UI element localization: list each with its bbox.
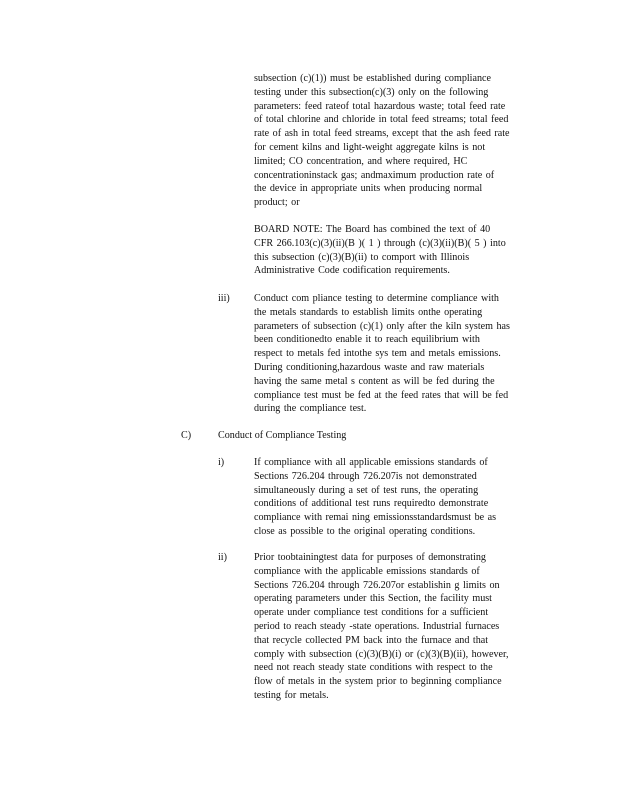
text-line: limited; CO concentration, and where required, HC: [254, 155, 468, 167]
text-line: parameters of subsection (c)(1) only after the kiln system has: [254, 320, 510, 332]
text-line: period to reach steady -state operations. Industrial furnaces: [254, 620, 500, 632]
text-line: having the same metal s content as will be fed during the: [254, 375, 495, 387]
item-marker: ii): [218, 552, 227, 563]
text-line: the metals standards to establish limits onthe operating: [254, 306, 483, 318]
text-line: been conditionedto enable it to reach equilibrium with: [254, 334, 480, 346]
text-line: testing under this subsection(c)(3) only on the following: [254, 86, 489, 98]
text-line: Conduct com pliance testing to determine compliance with: [254, 293, 499, 304]
text-line: Sections 726.204 through 726.207or establishin g limits on: [254, 579, 500, 591]
item-marker: i): [218, 457, 225, 468]
text-line: compliance with remai ning emissionsstandardsmust be as: [254, 512, 497, 524]
section-marker: C): [181, 430, 192, 441]
text-line: compliance with the applicable emissions standards of: [254, 565, 480, 577]
section-heading: Conduct of Compliance Testing: [218, 430, 347, 441]
item-c-i-paragraph: [254, 456, 540, 539]
text-line: Prior toobtainingtest data for purposes of demonstrating: [254, 552, 486, 563]
text-line: of total chlorine and chloride in total feed streams; total feed: [254, 114, 509, 126]
text-line: rate of ash in total feed streams, except that the ash feed rate: [254, 128, 510, 140]
text-line: Administrative Code codification requirements.: [254, 265, 450, 277]
board-note: [254, 223, 540, 278]
text-line: operating parameters under this Section, the facility must: [254, 593, 492, 605]
text-line: If compliance with all applicable emissions standards of: [254, 457, 488, 468]
text-line: that recycle collected PM back into the furnace and that: [254, 634, 489, 646]
text-line: close as possible to the original operating conditions.: [254, 525, 476, 537]
text-line: parameters: feed rateof total hazardous waste; total feed rate: [254, 100, 506, 112]
text-line: simultaneously during a set of test runs, the operating: [254, 484, 479, 496]
text-line: concentrationinstack gas; andmaximum production rate of: [254, 169, 495, 181]
text-line: for cement kilns and light-weight aggregate kilns is not: [254, 141, 486, 153]
item-c-ii-paragraph: [254, 551, 540, 703]
text-line: this subsection (c)(3)(B)(ii) to comport with Illinois: [254, 251, 470, 263]
continuation-paragraph: [254, 72, 540, 210]
text-line: testing for metals.: [254, 689, 329, 701]
text-line: operate under compliance test conditions for a sufficient: [254, 607, 489, 619]
text-line: product; or: [254, 197, 300, 209]
text-line: comply with subsection (c)(3)(B)(i) or (c)(3)(B)(ii), however,: [254, 648, 509, 660]
text-line: During conditioning,hazardous waste and raw materials: [254, 361, 485, 373]
text-line: BOARD NOTE: The Board has combined the text of 40: [254, 224, 491, 235]
text-line: the device in appropriate units when producing normal: [254, 183, 483, 195]
text-line: need not reach steady state conditions with respect to the: [254, 662, 493, 674]
text-line: compliance test must be fed at the feed rates that will be fed: [254, 389, 509, 401]
text-line: flow of metals in the system prior to beginning compliance: [254, 676, 502, 688]
text-line: CFR 266.103(c)(3)(ii)(B )( 1 ) through (c)(3)(ii)(B)( 5 ) into: [254, 237, 506, 249]
item-marker: iii): [218, 293, 230, 304]
text-line: subsection (c)(1)) must be established during compliance: [254, 73, 491, 84]
text-line: respect to metals fed intothe sys tem and metals emissions.: [254, 348, 501, 360]
text-line: conditions of additional test runs requiredto demonstrate: [254, 498, 489, 510]
text-line: Sections 726.204 through 726.207is not demonstrated: [254, 470, 477, 482]
item-iii-paragraph: [254, 292, 540, 416]
text-line: during the compliance test.: [254, 403, 367, 415]
